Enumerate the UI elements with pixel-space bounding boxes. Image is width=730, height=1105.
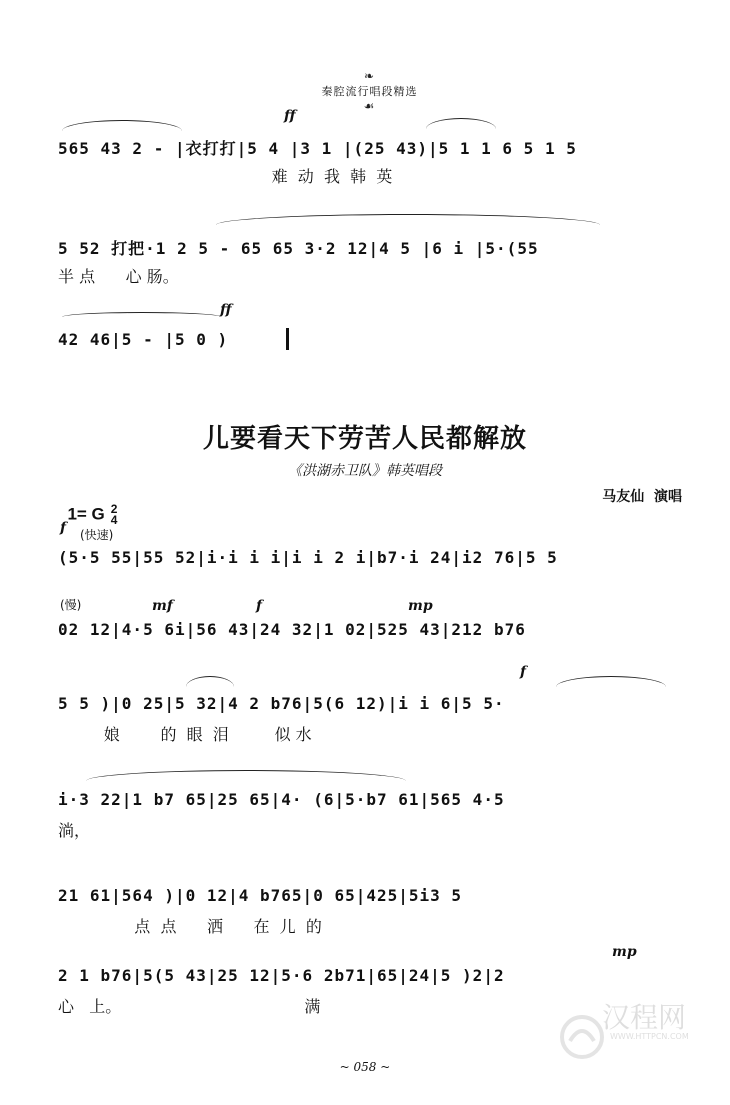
dynamic-ff: ff [284,108,296,124]
notation-line: 5 5 )|0 25|5 32|4 2 b76|5(6 12)|i i 6|5 5· [58,694,505,713]
watermark-logo-icon [556,1011,608,1063]
tempo-marking: (快速) [80,528,114,542]
final-barline [286,328,289,350]
key-label: 1= G [67,504,105,524]
slur [186,676,234,687]
dynamic-f: f [256,598,263,614]
lyric-line: 淌， [58,821,91,840]
performer: 马友仙 演唱 [602,489,682,505]
ornament-right-icon: ☙ [363,99,376,113]
dynamic-f: f [60,520,67,536]
lyric-line: 难 动 我 韩 英 [58,167,393,186]
lyric-line: 娘 的 眼 泪 似 水 [58,725,312,744]
running-header [0,56,730,113]
slur [556,676,666,687]
notation-line: 2 1 b76|5(5 43|25 12|5·6 2b71|65|24|5 )2|2 [58,966,505,985]
notation-line: 42 46|5 - |5 0 ) [58,330,229,349]
time-top: 2 [110,502,118,516]
watermark [546,992,716,1052]
notation-line: 565 43 2 - |衣打打|5 4 |3 1 |(25 43)|5 1 1 6 5 1 5 [58,139,577,158]
crescendo-hairpin [62,312,222,317]
tempo-marking: (慢) [60,598,82,612]
key-signature [58,484,117,526]
dynamic-mp: mp [612,944,637,960]
ornament-left-icon: ❧ [363,69,376,83]
slur [216,214,600,225]
lyric-line: 半 点 心 肠。 [58,267,179,286]
lyric-line: 心 上。 满 [58,997,321,1016]
book-title: 秦腔流行唱段精选 [321,85,418,98]
time-bottom: 4 [110,513,118,527]
slur [86,770,406,781]
watermark-text: 汉程网 [602,1001,687,1034]
notation-line: i·3 22|1 b7 65|25 65|4· (6|5·b7 61|565 4·5 [58,790,505,809]
dynamic-mp: mp [408,598,433,614]
notation-line: (5·5 55|55 52|i·i i i|i i 2 i|b7·i 24|i2 76|5 5 [58,548,558,567]
notation-line: 02 12|4·5 6i|56 43|24 32|1 02|525 43|212 b76 [58,620,526,639]
page-number: ~ 058 ~ [339,1060,391,1074]
dynamic-mf: mf [152,598,173,614]
lyric-line: 点 点 洒 在 儿 的 [58,917,322,936]
slur [426,118,496,129]
song-subtitle: 《洪湖赤卫队》韩英唱段 [288,463,442,479]
notation-line: 5 52 打把·1 2 5 - 65 65 3·2 12|4 5 |6 i |5·(55 [58,239,539,258]
song-title: 儿要看天下劳苦人民都解放 [202,424,527,454]
notation-line: 21 61|564 )|0 12|4 b765|0 65|425|5i3 5 [58,886,463,905]
dynamic-f: f [520,664,527,680]
slur [62,120,182,131]
dynamic-ff: ff [220,302,232,318]
watermark-url: WWW.HTTPCN.COM [610,1032,689,1041]
time-signature [111,504,118,526]
